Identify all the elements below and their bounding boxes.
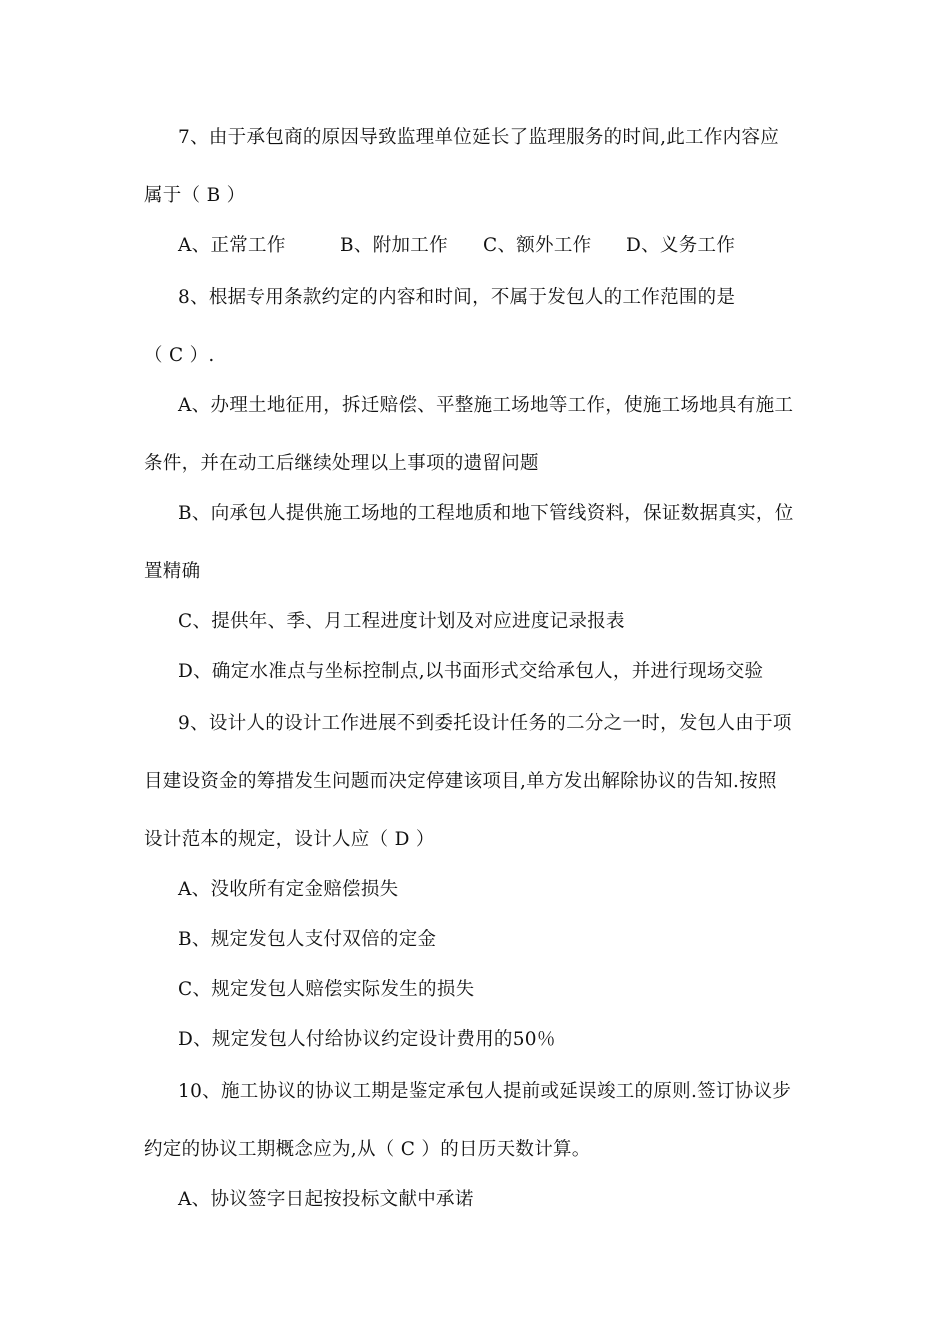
option-a: A、正常工作 bbox=[178, 235, 286, 256]
question-10-line-1: 10、施工协议的协议工期是鉴定承包人提前或延误竣工的原则.签订协议步 bbox=[178, 1081, 792, 1102]
question-9-option-d: D、规定发包人付给协议约定设计费用的50％ bbox=[178, 1029, 556, 1050]
question-10-option-a: A、协议签字日起按投标文献中承诺 bbox=[178, 1189, 474, 1210]
question-9-line-2: 目建设资金的筹措发生问题而决定停建该项目,单方发出解除协议的告知.按照 bbox=[144, 771, 777, 792]
question-9-line-1: 9、设计人的设计工作进展不到委托设计任务的二分之一时，发包人由于项 bbox=[178, 713, 792, 734]
question-8-option-b-line-1: B、向承包人提供施工场地的工程地质和地下管线资料，保证数据真实，位 bbox=[178, 503, 794, 524]
question-9-option-a: A、没收所有定金赔偿损失 bbox=[178, 879, 399, 900]
question-9-option-b: B、规定发包人支付双倍的定金 bbox=[178, 929, 437, 950]
question-8-line-2: （ C ）. bbox=[144, 345, 215, 366]
question-8-option-a-line-2: 条件，并在动工后继续处理以上事项的遗留问题 bbox=[144, 453, 539, 474]
question-9-option-c: C、规定发包人赔偿实际发生的损失 bbox=[178, 979, 475, 1000]
question-8-option-d: D、确定水准点与坐标控制点,以书面形式交给承包人，并进行现场交验 bbox=[178, 661, 764, 682]
question-8-option-a-line-1: A、办理土地征用，拆迁赔偿、平整施工场地等工作，使施工场地具有施工 bbox=[178, 395, 794, 416]
question-10-line-2: 约定的协议工期概念应为,从（ C ）的日历天数计算。 bbox=[144, 1139, 591, 1160]
question-7-line-2: 属于（ B ） bbox=[144, 185, 246, 206]
question-7-options bbox=[178, 234, 735, 258]
option-b: B、附加工作 bbox=[340, 235, 448, 256]
option-c: C、额外工作 bbox=[483, 235, 592, 256]
question-9-line-3: 设计范本的规定，设计人应（ D ） bbox=[144, 829, 435, 850]
option-d: D、义务工作 bbox=[626, 235, 736, 256]
question-8-option-b-line-2: 置精确 bbox=[144, 561, 201, 582]
question-8-line-1: 8、根据专用条款约定的内容和时间，不属于发包人的工作范围的是 bbox=[178, 287, 736, 308]
question-7-line-1: 7、由于承包商的原因导致监理单位延长了监理服务的时间,此工作内容应 bbox=[178, 127, 780, 148]
question-8-option-c: C、提供年、季、月工程进度计划及对应进度记录报表 bbox=[178, 611, 625, 632]
